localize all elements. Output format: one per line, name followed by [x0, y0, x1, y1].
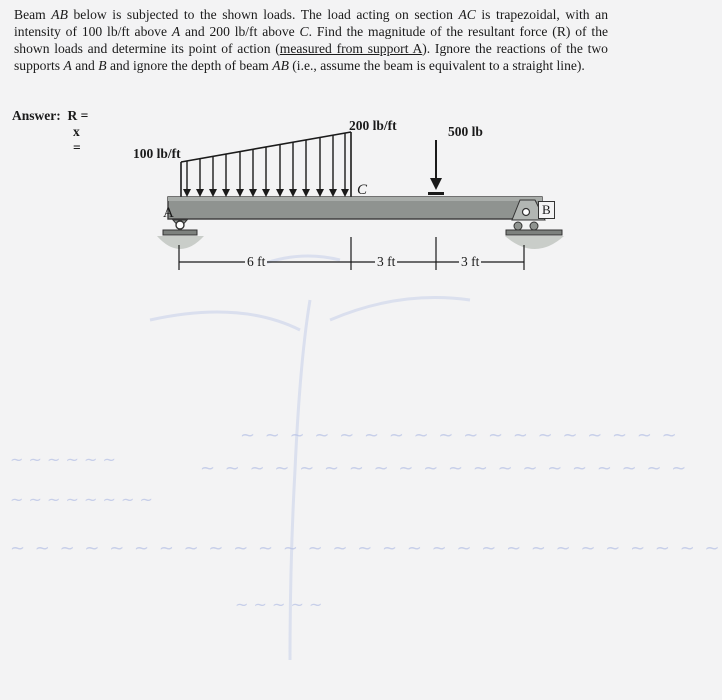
- dim-load-b-label: 3 ft: [461, 254, 480, 269]
- r-label: R =: [67, 108, 89, 123]
- problem-statement: Beam AB below is subjected to the shown loads. The load acting on section AC is trapezoidal, with an intensity of 100 lb/ft above A and 200 lb/ft above C. Find the magnitude of the resultant force (R) of the shown loads and determine its point of action (measured from support A). Ignore the reactions of the two supports A and B and ignore the depth of beam AB (i.e., assume the beam is equivalent to a straight line).: [14, 7, 609, 73]
- measured-from-support-a: measured from support A: [279, 41, 423, 56]
- point-c-label: C: [357, 182, 368, 198]
- bleed-through-text: ~ ~ ~ ~ ~ ~ ~ ~ ~ ~ ~ ~ ~ ~ ~ ~ ~ ~ ~ ~: [200, 458, 689, 479]
- bleed-through-text: ~ ~ ~ ~ ~ ~ ~ ~: [10, 490, 153, 509]
- x-label: x =: [73, 124, 81, 155]
- point-load-label: 500 lb: [448, 124, 483, 139]
- dim-ac-label: 6 ft: [247, 254, 266, 269]
- bleed-through-text: ~ ~ ~ ~ ~: [235, 595, 323, 614]
- bleed-through-text: ~ ~ ~ ~ ~ ~ ~ ~ ~ ~ ~ ~ ~ ~ ~ ~ ~ ~: [240, 425, 679, 446]
- pin-support-a: [157, 220, 204, 249]
- load-right-label: 200 lb/ft: [349, 118, 397, 133]
- bleed-through-text: ~ ~ ~ ~ ~ ~ ~ ~ ~ ~ ~ ~ ~ ~ ~ ~ ~ ~ ~ ~ ~ ~ ~ ~ ~ ~ ~ ~ ~: [10, 538, 722, 559]
- beam-label: AB: [51, 7, 68, 22]
- point-load-arrow: [428, 140, 444, 195]
- load-left-label: 100 lb/ft: [133, 146, 181, 161]
- distributed-load: [181, 132, 351, 197]
- point-a-label: A: [163, 205, 174, 221]
- bleed-through-text: ~ ~ ~ ~ ~ ~: [10, 450, 116, 469]
- answer-label: Answer:: [12, 108, 61, 123]
- point-b-label: B: [538, 201, 555, 219]
- dim-c-load-label: 3 ft: [377, 254, 396, 269]
